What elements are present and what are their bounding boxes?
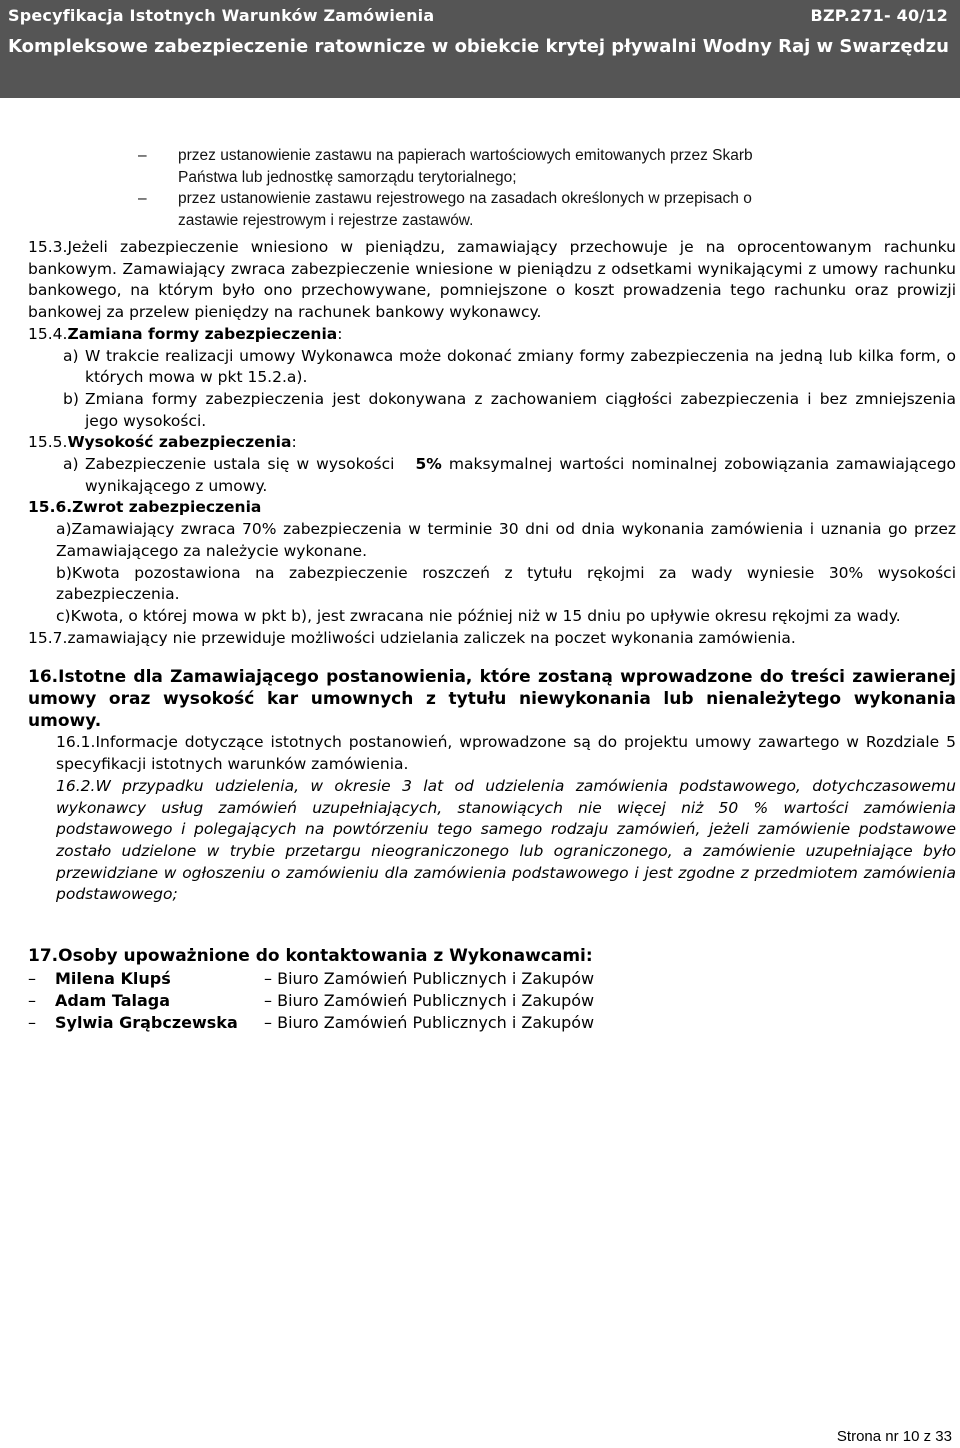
header-top-row bbox=[8, 6, 952, 32]
list-item bbox=[28, 389, 956, 432]
section-title: Zwrot zabezpieczenia bbox=[72, 498, 262, 517]
dash-list bbox=[28, 145, 956, 231]
section-15-4-heading bbox=[28, 324, 956, 346]
dash-bullet: – bbox=[138, 190, 147, 207]
section-number: 16. bbox=[28, 667, 59, 688]
contact-list bbox=[28, 968, 956, 1034]
dash-line: Państwa lub jednostkę samorządu terytorialnego; bbox=[178, 168, 517, 186]
colon: : bbox=[337, 324, 343, 343]
document-id: BZP.271- 40/12 bbox=[810, 6, 948, 25]
section-number: 16.2. bbox=[56, 776, 96, 795]
document-body bbox=[28, 145, 956, 1034]
section-title: Istotne dla Zamawiającego postanowienia, które zostaną wprowadzone do treści zawieranej umowy oraz wysokość kar umownych z tytułu niewykonania lub nienależytego wykonania umowy. bbox=[28, 667, 956, 731]
section-15-6-heading bbox=[28, 497, 956, 519]
list-item: a)Zamawiający zwraca 70% zabezpieczenia w terminie 30 dni od dnia wykonania zamówienia i uznania go przez Zamawiającego za należycie wykonane. bbox=[56, 520, 956, 560]
contact-department: – Biuro Zamówień Publicznych i Zakupów bbox=[264, 968, 595, 988]
contact-name: Milena Klupś bbox=[55, 968, 171, 988]
list-item: c)Kwota, o której mowa w pkt b), jest zwracana nie później niż w 15 dniu po upływie okresu rękojmi za wady. bbox=[56, 606, 901, 625]
section-15-3 bbox=[28, 237, 956, 324]
section-number: 15.6. bbox=[28, 498, 73, 517]
colon: : bbox=[291, 433, 297, 452]
section-15-5-heading bbox=[28, 432, 956, 454]
section-number: 15.4. bbox=[28, 324, 68, 343]
contract-title: Kompleksowe zabezpieczenie ratownicze w obiekcie krytej pływalni Wodny Raj w Swarzędzu bbox=[8, 36, 949, 57]
contact-department: – Biuro Zamówień Publicznych i Zakupów bbox=[264, 1012, 595, 1032]
item-text: W trakcie realizacji umowy Wykonawca może dokonać zmiany formy zabezpieczenia na jedną lub kilka form, o których mowa w pkt 15.2.a). bbox=[85, 346, 956, 387]
item-label: b) bbox=[63, 389, 79, 408]
item-label: a) bbox=[63, 455, 79, 474]
contact-name: Sylwia Grąbczewska bbox=[55, 1012, 238, 1032]
section-number: 17. bbox=[28, 946, 59, 967]
section-number: 15.7. bbox=[28, 628, 68, 647]
item-text: maksymalnej wartości nominalnej zobowiązania zamawiającego wynikającego z umowy. bbox=[85, 455, 957, 495]
section-16-1 bbox=[28, 732, 956, 775]
section-16-heading bbox=[28, 667, 956, 732]
contact-department: – Biuro Zamówień Publicznych i Zakupów bbox=[264, 990, 595, 1010]
section-title: Zamiana formy zabezpieczenia bbox=[67, 324, 338, 343]
dash-bullet: – bbox=[28, 968, 36, 988]
section-16-2 bbox=[28, 776, 956, 906]
section-title: Osoby upoważnione do kontaktowania z Wykonawcami: bbox=[58, 946, 593, 967]
dash-item bbox=[28, 188, 956, 231]
list-item bbox=[28, 454, 956, 497]
contact-row bbox=[28, 990, 956, 1012]
dash-line: zastawie rejestrowym i rejestrze zastawów. bbox=[178, 211, 474, 229]
section-text: Jeżeli zabezpieczenie wniesiono w pieniądzu, zamawiający przechowuje je na oprocentowanym rachunku bankowym. Zamawiający zwraca zabezpieczenie wniesione w pieniądzu z odsetkami wynikającymi z umowy rachunku bankowego, na którym było ono przechowywane, pomniejszone o koszt prowadzenia tego rachunku oraz prowizji bankowej za przelew pieniędzy na rachunek bankowy wykonawcy. bbox=[28, 238, 956, 322]
section-title: Wysokość zabezpieczenia bbox=[67, 433, 292, 452]
spec-title: Specyfikacja Istotnych Warunków Zamówienia bbox=[8, 6, 435, 25]
section-15-7 bbox=[28, 628, 956, 650]
dash-line: przez ustanowienie zastawu rejestrowego na zasadach określonych w przepisach o bbox=[178, 190, 752, 207]
page-number: Strona nr 10 z 33 bbox=[836, 1428, 952, 1445]
dash-line: przez ustanowienie zastawu na papierach wartościowych emitowanych przez Skarb bbox=[178, 147, 753, 164]
dash-bullet: – bbox=[28, 990, 36, 1010]
percentage: 5% bbox=[415, 455, 442, 474]
dash-bullet: – bbox=[138, 147, 147, 164]
section-text: Informacje dotyczące istotnych postanowień, wprowadzone są do projektu umowy zawartego w Rozdziale 5 specyfikacji istotnych warunków zamówienia. bbox=[56, 733, 956, 774]
section-number: 15.5. bbox=[28, 433, 68, 452]
contact-name: Adam Talaga bbox=[55, 990, 171, 1010]
dash-bullet: – bbox=[28, 1012, 36, 1032]
section-17-heading bbox=[28, 946, 956, 968]
item-text: Zabezpieczenie ustala się w wysokości bbox=[85, 455, 395, 474]
section-number: 15.3. bbox=[28, 238, 68, 256]
section-text: W przypadku udzielenia, w okresie 3 lat od udzielenia zamówienia podstawowego, dotychczasowemu wykonawcy usług zamówień uzupełniających, stanowiących nie więcej niż 50 % wartości zamówienia podstawowego i polegających na powtórzeniu tego samego rodzaju zamówień, jeżeli zamówienie podstawowe zostało udzielone w trybie przetargu nieograniczonego lub ograniczonego, a zamówienie uzupełniające było przewidziane w ogłoszeniu o zamówieniu dla zamówienia podstawowego i jest zgodne z przedmiotem zamówienia podstawowego; bbox=[56, 776, 956, 904]
list-item: b)Kwota pozostawiona na zabezpieczenie roszczeń z tytułu rękojmi za wady wyniesie 30% wysokości zabezpieczenia. bbox=[56, 563, 956, 604]
list-item bbox=[28, 346, 956, 389]
item-text: Zmiana formy zabezpieczenia jest dokonywana z zachowaniem ciągłości zabezpieczenia i bez zmniejszenia jego wysokości. bbox=[85, 389, 956, 430]
item-label: a) bbox=[63, 346, 79, 365]
section-text: zamawiający nie przewiduje możliwości udzielania zaliczek na poczet wykonania zamówienia. bbox=[67, 628, 796, 647]
section-number: 16.1. bbox=[56, 733, 96, 752]
contact-row bbox=[28, 968, 956, 990]
dash-item bbox=[28, 145, 956, 188]
document-header bbox=[0, 0, 960, 98]
contact-row bbox=[28, 1012, 956, 1034]
